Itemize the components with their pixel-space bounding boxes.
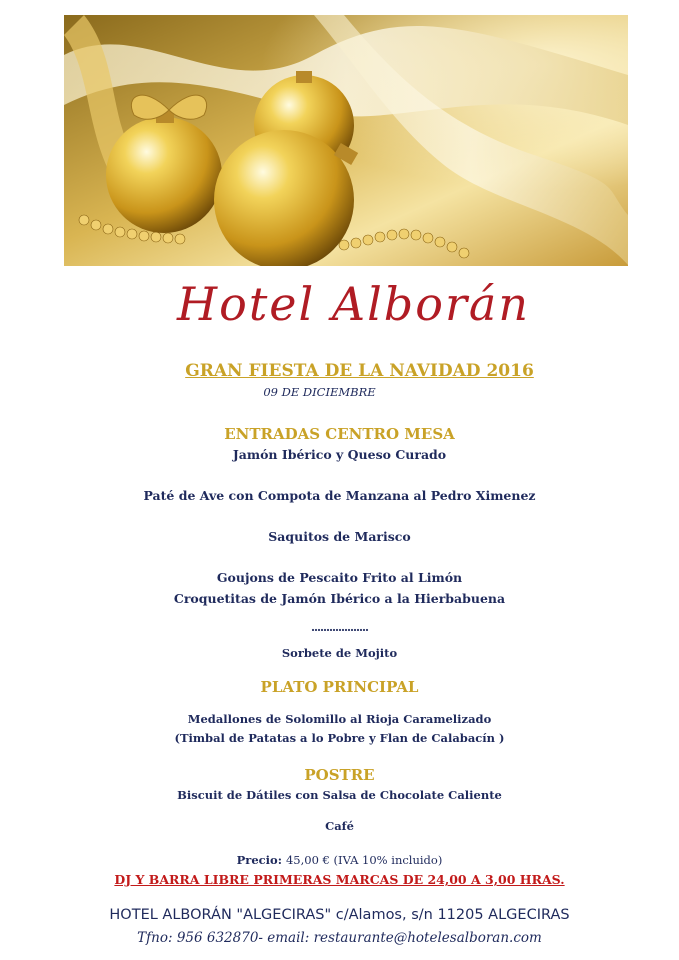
dessert-item: Biscuit de Dátiles con Salsa de Chocolate Caliente (177, 788, 502, 802)
price-line (0, 853, 679, 867)
main-course-section-title: PLATO PRINCIPAL (260, 678, 419, 696)
price-value: 45,00 € (IVA 10% incluido) (285, 853, 443, 867)
dessert-section-title: POSTRE (304, 766, 375, 784)
dj-open-bar-offer: DJ Y BARRA LIBRE PRIMERAS MARCAS DE 24,00 A 3,00 HRAS. (114, 872, 565, 887)
event-date: 09 DE DICIEMBRE (263, 385, 376, 399)
christmas-ornaments-illustration (64, 15, 628, 266)
price-label: Precio: (236, 853, 282, 867)
main-course-side: (Timbal de Patatas a lo Pobre y Flan de Calabacín ) (174, 731, 505, 745)
hotel-address: HOTEL ALBORÁN "ALGECIRAS" c/Alamos, s/n 11205 ALGECIRAS (109, 907, 570, 923)
hotel-contact: Tfno: 956 632870- email: restaurante@hotelesalboran.com (137, 930, 542, 946)
main-course-dish: Medallones de Solomillo al Rioja Caramelizado (187, 712, 492, 726)
starter-item-2: Paté de Ave con Compota de Manzana al Pedro Ximenez (143, 488, 536, 503)
starter-item-1: Jamón Ibérico y Queso Curado (232, 447, 447, 462)
sorbet-item: Sorbete de Mojito (281, 646, 398, 660)
christmas-banner-image (64, 15, 628, 266)
starters-section-title: ENTRADAS CENTRO MESA (224, 425, 455, 443)
starter-item-4: Goujons de Pescaito Frito al Limón (216, 570, 463, 585)
starter-item-3: Saquitos de Marisco (268, 529, 411, 544)
hotel-name-title: Hotel Alborán (177, 277, 530, 331)
coffee-item: Café (325, 819, 354, 833)
separator-dots: ................... (310, 620, 369, 634)
event-title: GRAN FIESTA DE LA NAVIDAD 2016 (185, 361, 534, 381)
starter-item-5: Croquetitas de Jamón Ibérico a la Hierbabuena (173, 591, 506, 606)
